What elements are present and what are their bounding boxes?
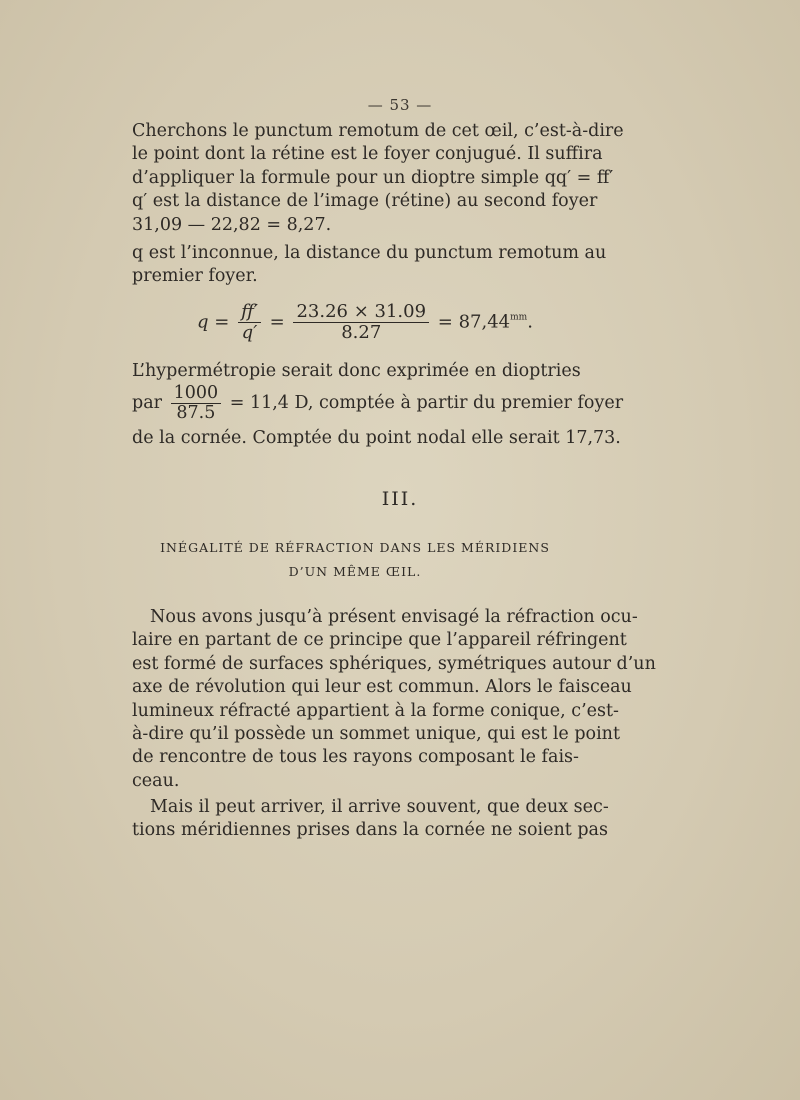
par-prefix: par bbox=[132, 393, 163, 413]
paragraph-punctum-remotum bbox=[132, 120, 624, 237]
fraction-denominator: 8.27 bbox=[341, 322, 382, 343]
formula-lhs: q = bbox=[197, 311, 230, 333]
text-line: Mais il peut arriver, il arrive souvent, que deux sec- bbox=[150, 797, 609, 817]
text-line: tions méridiennes prises dans la cornée ne soient pas bbox=[132, 820, 608, 841]
paragraph-hypermetropie bbox=[132, 360, 581, 383]
paragraph-unknown-q bbox=[132, 242, 607, 289]
fraction-numerator: 23.26 × 31.09 bbox=[293, 302, 429, 323]
page-number: — 53 — bbox=[367, 96, 433, 114]
section-title-line: INÉGALITÉ DE RÉFRACTION DANS LES MÉRIDIENS bbox=[160, 540, 550, 555]
text-line: q est l’inconnue, la distance du punctum remotum au bbox=[132, 243, 607, 263]
text-line: q′ est la distance de l’image (rétine) au second foyer bbox=[132, 191, 598, 212]
text-line: axe de révolution qui leur est commun. Alors le faisceau bbox=[132, 677, 632, 698]
fraction-1000-87 bbox=[171, 384, 222, 423]
text-line: de la cornée. Comptée du point nodal elle serait 17,73. bbox=[132, 428, 621, 448]
text-line: 31,09 — 22,82 = 8,27. bbox=[132, 214, 332, 235]
section-title-line: D’UN MÊME ŒIL. bbox=[288, 564, 422, 579]
text-line: de rencontre de tous les rayons composant le fais- bbox=[132, 747, 579, 768]
formula-result: = 87,44 bbox=[437, 311, 511, 333]
fraction-ff-q bbox=[238, 302, 261, 343]
text-line: premier foyer. bbox=[132, 266, 258, 287]
text-line: Nous avons jusqu’à présent envisagé la réfraction ocu- bbox=[150, 607, 638, 627]
text-line: le point dont la rétine est le foyer conjugué. Il suffira bbox=[132, 144, 603, 165]
text-line: ceau. bbox=[132, 770, 180, 791]
formula-equals: = bbox=[269, 311, 285, 333]
section-title bbox=[150, 536, 560, 584]
text-line: L’hypermétropie serait donc exprimée en dioptries bbox=[132, 361, 581, 381]
text-line: Cherchons le punctum remotum de cet œil, c’est-à-dire bbox=[132, 121, 624, 141]
paragraph-refraction bbox=[132, 606, 656, 793]
text-line: d’appliquer la formule pour un dioptre simple qq′ = ff′ bbox=[132, 167, 614, 188]
section-number: III. bbox=[381, 488, 419, 510]
paragraph-sections bbox=[132, 796, 609, 843]
fraction-numerator: ff′ bbox=[238, 302, 261, 323]
fraction-denominator: q′ bbox=[241, 322, 258, 343]
formula-end: . bbox=[527, 311, 533, 333]
formula-unit: mm bbox=[510, 312, 528, 323]
fraction-denominator: 87.5 bbox=[176, 403, 216, 423]
fraction-values bbox=[293, 302, 429, 343]
text-line: à-dire qu’il possède un sommet unique, qui est le point bbox=[132, 724, 620, 745]
text-line: laire en partant de ce principe que l’appareil réfringent bbox=[132, 630, 627, 651]
formula-q bbox=[197, 302, 533, 343]
text-line: lumineux réfracté appartient à la forme conique, c’est- bbox=[132, 700, 619, 721]
text-line: est formé de surfaces sphériques, symétriques autour d’un bbox=[132, 653, 656, 674]
fraction-numerator: 1000 bbox=[171, 384, 222, 404]
paragraph-cornee bbox=[132, 427, 621, 450]
par-rest: = 11,4 D, comptée à partir du premier foyer bbox=[229, 393, 624, 413]
formula-dioptries bbox=[132, 383, 624, 423]
